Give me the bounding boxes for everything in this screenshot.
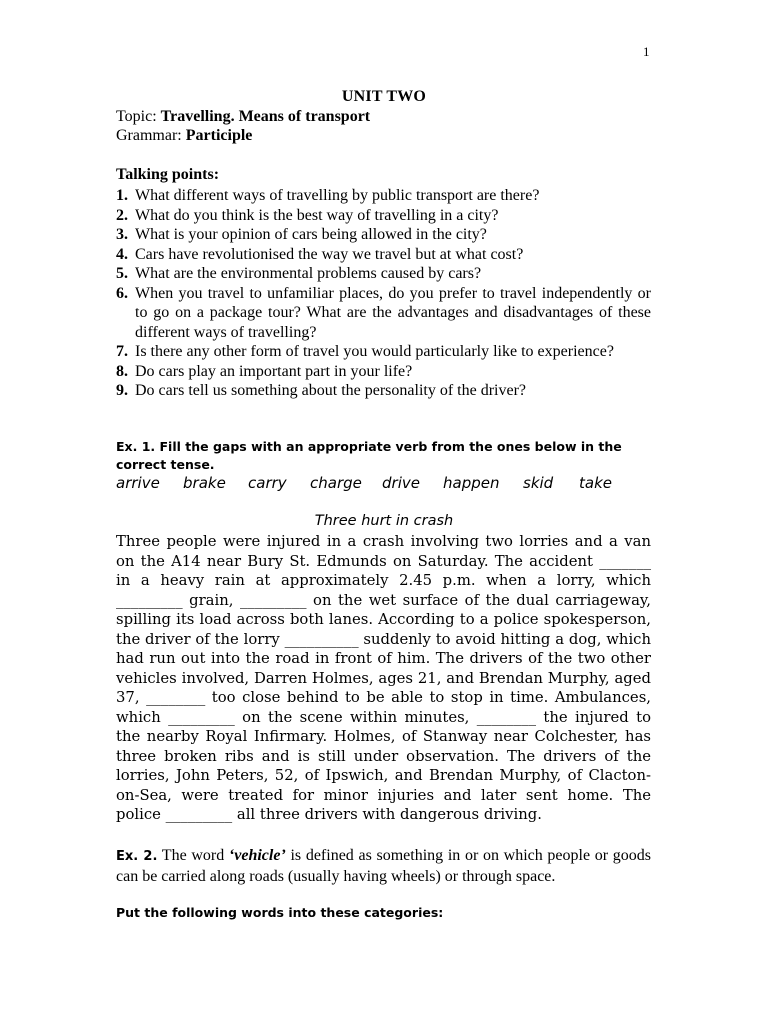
- word-bank-item: brake: [183, 474, 226, 492]
- point-number: 5.: [116, 265, 128, 282]
- point-text: Cars have revolutionised the way we travel but at what cost?: [135, 245, 524, 263]
- word-bank-item: carry: [248, 474, 287, 492]
- grammar-line: [116, 127, 252, 145]
- word-bank-item: happen: [443, 474, 500, 492]
- point-text: Do cars play an important part in your life?: [135, 362, 413, 380]
- word-bank-item: arrive: [116, 474, 160, 492]
- point-number: 7.: [116, 343, 128, 360]
- point-number: 3.: [116, 226, 128, 243]
- talking-point: [116, 245, 651, 265]
- exercise-2-text-before: The word: [157, 847, 229, 864]
- talking-point: [116, 225, 651, 245]
- point-text: What are the environmental problems caused by cars?: [135, 265, 482, 282]
- exercise-2-label: Ex. 2.: [116, 849, 158, 864]
- word-bank: [116, 474, 651, 492]
- exercise-2-instruction: Put the following words into these categories:: [116, 905, 444, 920]
- page-number: 1: [643, 44, 650, 59]
- exercise-2-text: [116, 846, 651, 886]
- talking-point: [116, 381, 651, 401]
- talking-point: [116, 206, 651, 226]
- point-number: 1.: [116, 187, 128, 204]
- point-number: 4.: [116, 245, 128, 263]
- topic-line: [116, 108, 370, 126]
- talking-point: [116, 186, 651, 206]
- point-text: What is your opinion of cars being allowed in the city?: [135, 226, 487, 243]
- point-text: When you travel to unfamiliar places, do you prefer to travel independently or to go on a package tour? What are the advantages and disadvantages of these different ways of travelling?: [135, 284, 651, 341]
- grammar-value: Participle: [185, 127, 253, 144]
- talking-point: [116, 264, 651, 284]
- word-bank-item: drive: [382, 474, 420, 492]
- topic-value: Travelling. Means of transport: [160, 108, 371, 125]
- talking-points-heading: Talking points:: [116, 166, 220, 183]
- point-number: 9.: [116, 382, 128, 399]
- point-text: Is there any other form of travel you would particularly like to experience?: [135, 343, 614, 360]
- talking-point: [116, 342, 651, 362]
- point-number: 2.: [116, 206, 128, 224]
- story-title: Three hurt in crash: [314, 513, 454, 529]
- word-bank-item: charge: [310, 474, 362, 492]
- unit-title: UNIT TWO: [341, 88, 427, 105]
- story-text: Three people were injured in a crash involving two lorries and a van on the A14 near Bury St. Edmunds on Saturday. The accident _______ in a heavy rain at approximately 2.45 p.m. when a lorry, which _________ grain, _________ on the wet surface of the dual carriageway, spilling its load across both lanes. According to a police spokesperson, the driver of the lorry __________ suddenly to avoid hitting a dog, which had run out into the road in front of him. The drivers of the two other vehicles involved, Darren Holmes, ages 21, and Brendan Murphy, aged 37, ________ too close behind to be able to stop in time. Ambulances, which _________ on the scene within minutes, ________ the injured to the nearby Royal Infirmary. Holmes, of Stanway near Colchester, has three broken ribs and is still under observation. The drivers of the lorries, John Peters, 52, of Ipswich, and Brendan Murphy, of Clacton-on-Sea, were treated for minor injuries and later sent home. The police _________ all three drivers with dangerous driving.: [116, 533, 651, 823]
- talking-point: [116, 362, 651, 382]
- point-number: 8.: [116, 362, 128, 380]
- point-text: What different ways of travelling by public transport are there?: [135, 187, 540, 204]
- word-bank-item: take: [579, 474, 612, 492]
- point-text: What do you think is the best way of travelling in a city?: [135, 206, 499, 224]
- topic-label: Topic:: [116, 108, 161, 125]
- talking-point: [116, 284, 651, 343]
- exercise-2-text-after: is defined as something in or on which people or goods can be carried along roads (usually having wheels) or through space.: [116, 847, 652, 885]
- talking-points-list: [116, 186, 651, 401]
- point-text: Do cars tell us something about the personality of the driver?: [135, 382, 527, 399]
- exercise-2-keyword: ‘vehicle’: [228, 847, 286, 864]
- grammar-label: Grammar:: [116, 127, 186, 144]
- word-bank-item: skid: [523, 474, 554, 492]
- point-number: 6.: [116, 284, 128, 302]
- exercise-1-instruction: Ex. 1. Fill the gaps with an appropriate verb from the ones below in the correct tense.: [116, 439, 622, 472]
